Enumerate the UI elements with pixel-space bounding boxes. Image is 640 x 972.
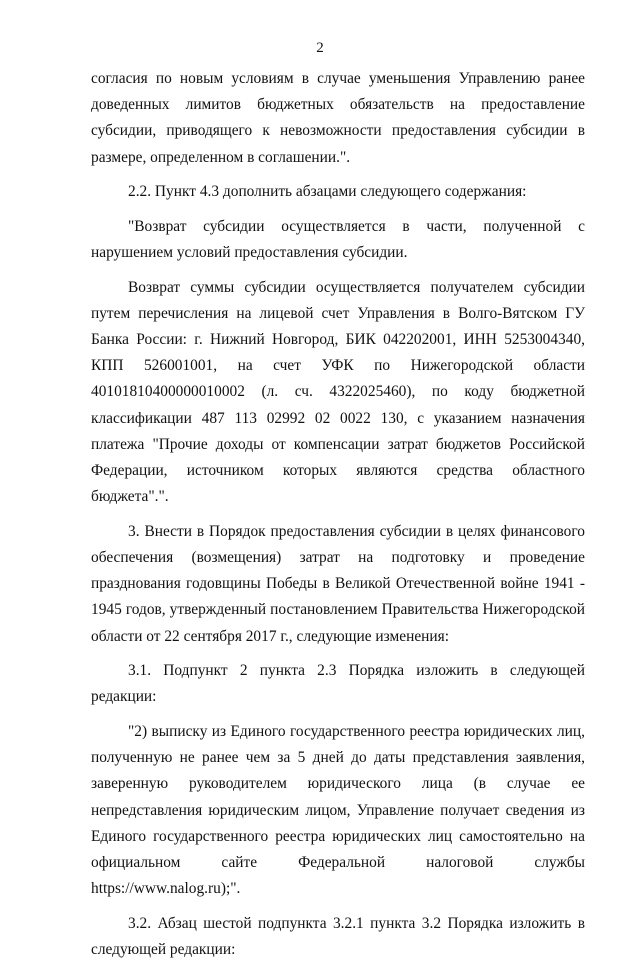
paragraph-3-2: 3.2. Абзац шестой подпункта 3.2.1 пункта 3.2 Порядка изложить в следующей редакции:: [91, 914, 585, 959]
paragraph-continuation: согласия по новым условиям в случае уменьшения Управлению ранее доведенных лимитов бюджетных обязательств на предоставление субсидии, приводящего к невозможности предоставления субсидии в размере, определенном в соглашении.".: [91, 70, 585, 166]
paragraph-egrul-extract: "2) выписку из Единого государственного реестра юридических лиц, полученную не ранее чем за 5 дней до даты представления заявления, заверенную руководителем юридического лица (в случае ее непредставления юридическим лицом, Управление получает сведения из Единого государственного реестра юридических лиц самостоятельно на официальном сайте Федеральной налоговой службы https://www.nalog.ru);".: [91, 723, 585, 898]
paragraph-3: 3. Внести в Порядок предоставления субсидии в целях финансового обеспечения (возмещения) затрат на подготовку и проведение празднования годовщины Победы в Великой Отечественной войне 1941 - 1945 годов, утвержденный постановлением Правительства Нижегородской области от 22 сентября 2017 г., следующие изменения:: [91, 522, 585, 645]
paragraph-refund-intro: "Возврат субсидии осуществляется в части, полученной с нарушением условий предоставления субсидии.: [91, 217, 585, 261]
paragraph-2-2: 2.2. Пункт 4.3 дополнить абзацами следующего содержания:: [128, 183, 527, 201]
page-number: 2: [316, 40, 324, 56]
paragraph-refund-payment: Возврат суммы субсидии осуществляется получателем субсидии путем перечисления на лицевой счет Управления в Волго-Вятском ГУ Банка России: г. Нижний Новгород, БИК 042202001, ИНН 5253004340, КПП 526001001, на счет УФК по Нижегородской области 40101810400000010002 (л. сч. 4322025460), по коду бюджетной классификации 487 113 02992 02 0022 130, с указанием назначения платежа "Прочие доходы от компенсации затрат бюджетов Российской Федерации, источником которых являются средства областного бюджета".".: [91, 278, 585, 506]
document-body: [91, 66, 585, 972]
paragraph-3-1: 3.1. Подпункт 2 пункта 2.3 Порядка изложить в следующей редакции:: [91, 662, 585, 706]
